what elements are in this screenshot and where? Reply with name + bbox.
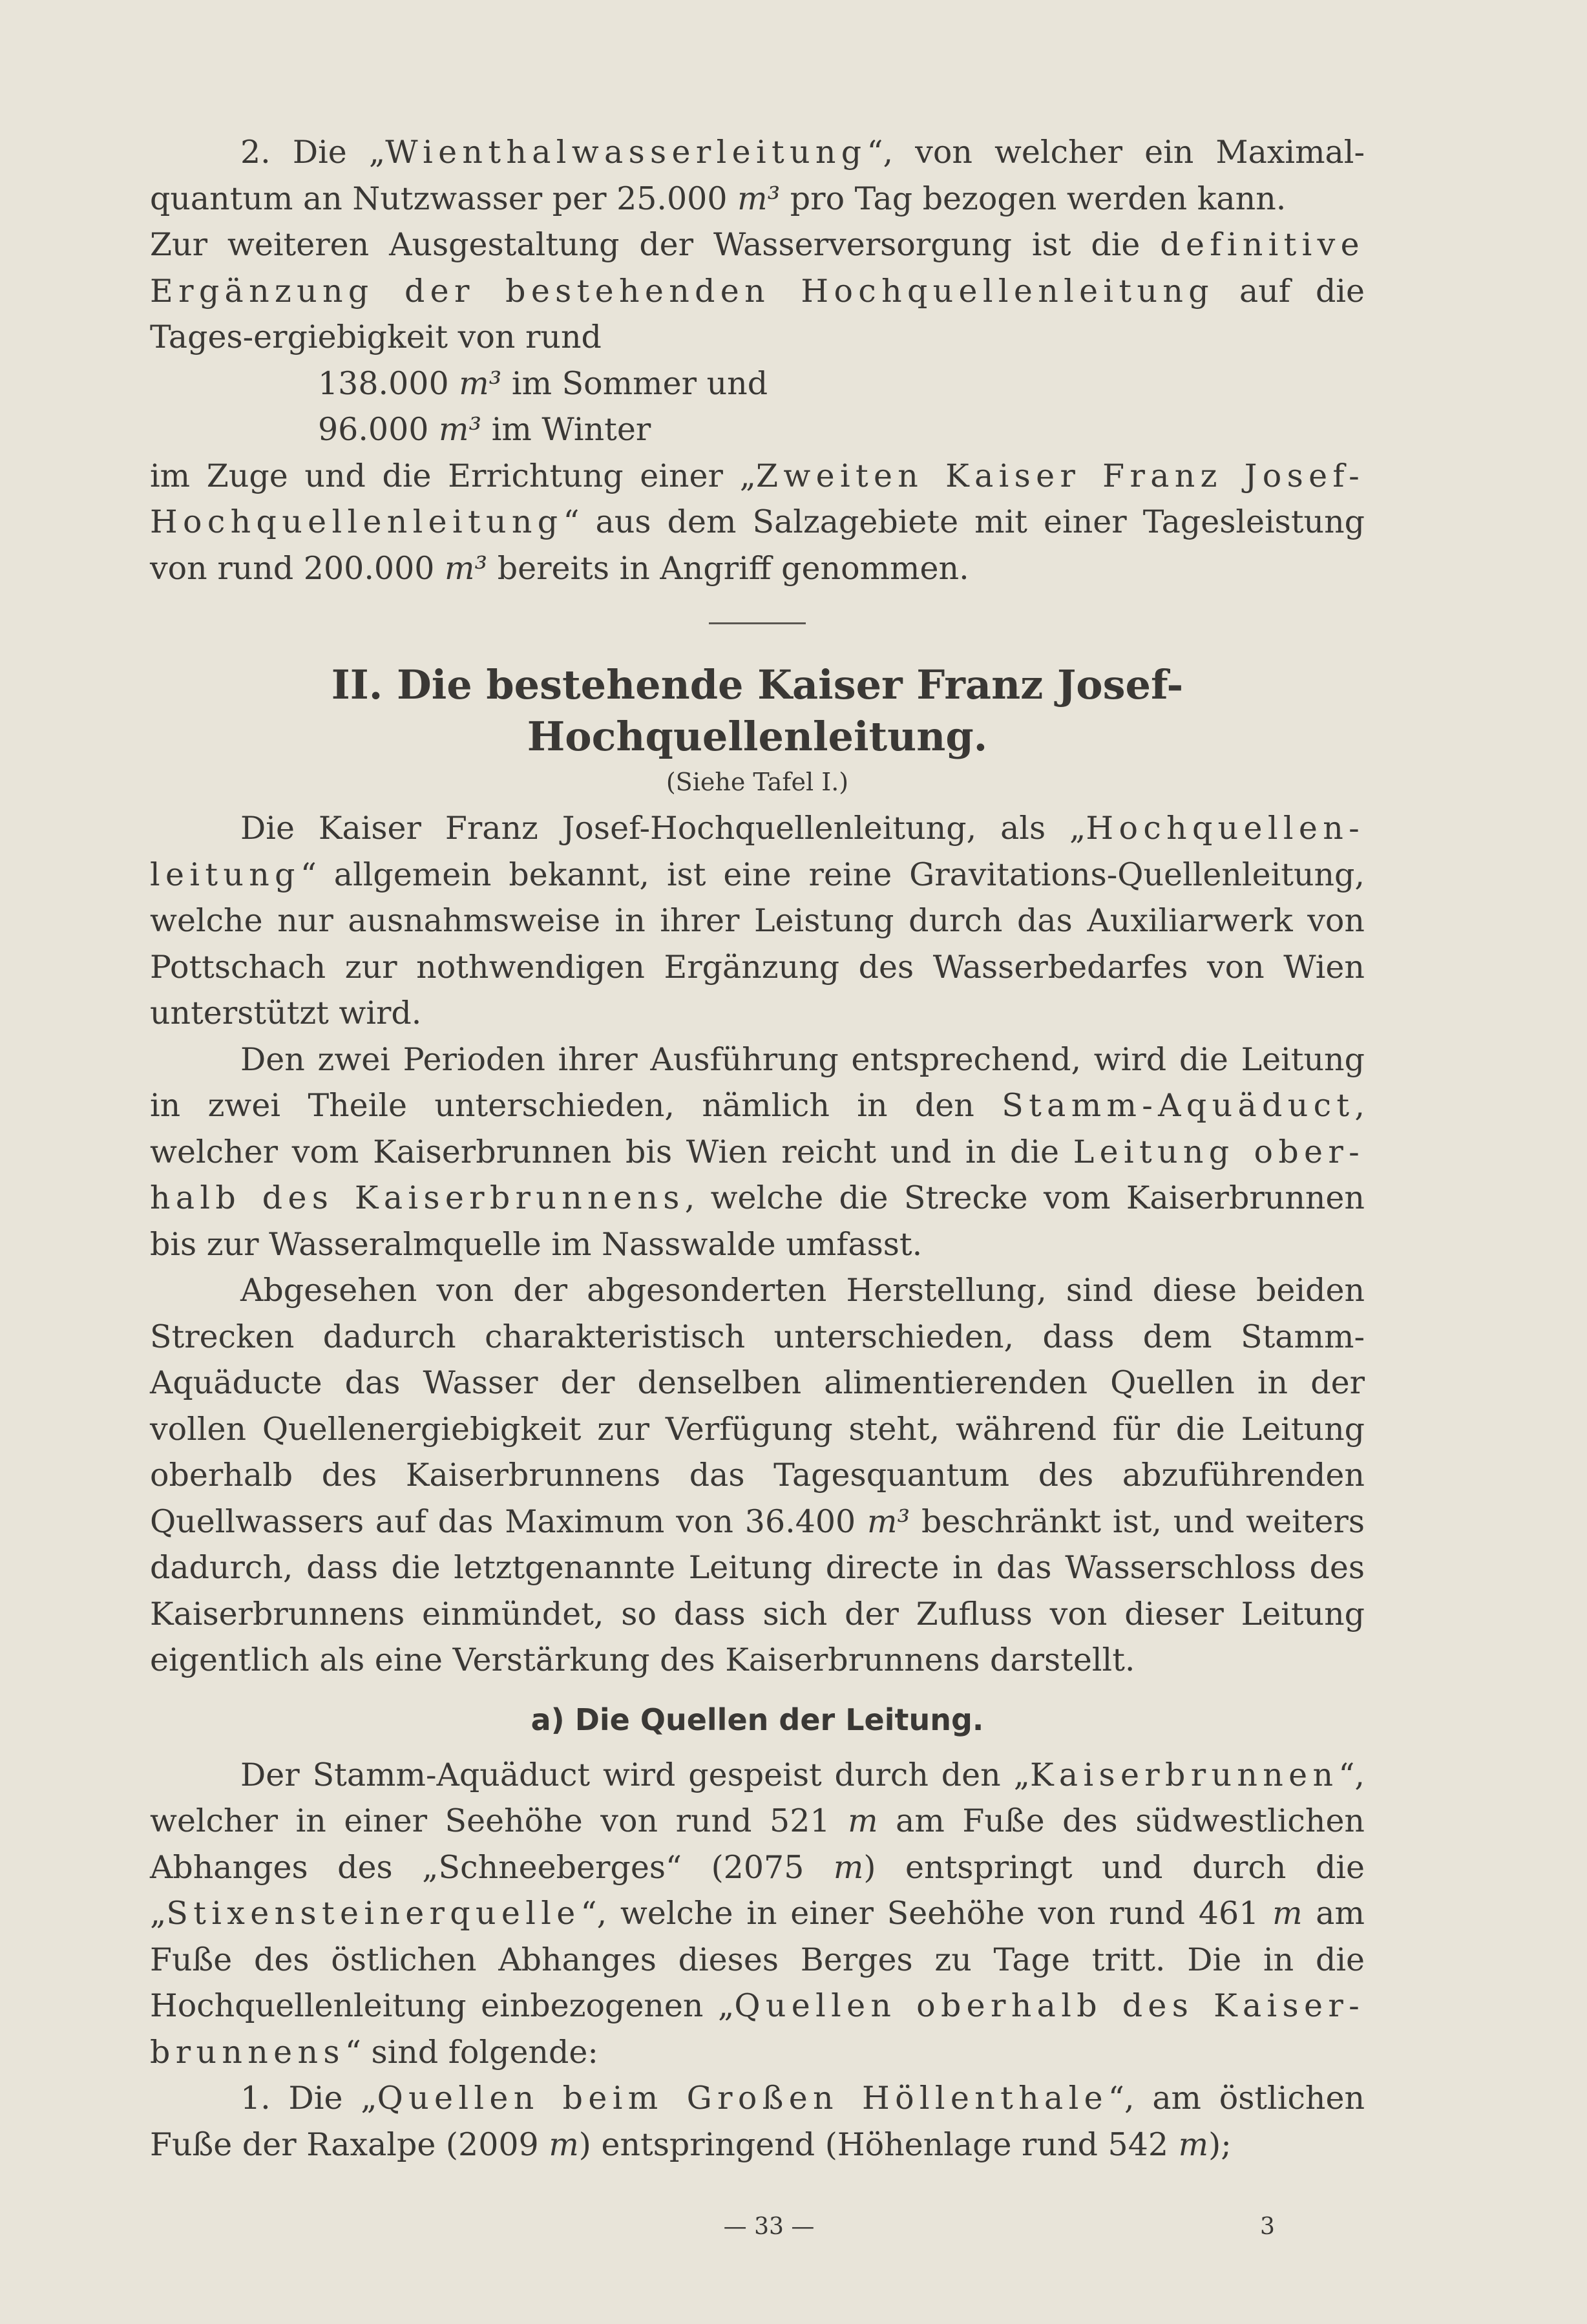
section-title: II. Die bestehende Kaiser Franz Josef-Hochquellenleitung. — [331, 661, 1184, 760]
section-paragraph-1: Die Kaiser Franz Josef-Hochquellenleitung, als „Hochquellen-leitung“ allgemein bekannt, ist eine reine Gravitations-Quellenleitung, welche nur ausnahmsweise in ihrer Leistung durch das Auxiliarwerk von Pottschach zur nothwendigen Ergänzung des Wasserbedarfes von Wien unterstützt wird. — [150, 810, 1365, 1031]
intro-paragraph-2: Zur weiteren Ausgestaltung der Wasserversorgung ist die definitive Ergänzung der bestehenden Hochquellenleitung auf die Tages-ergiebigkeit von rund — [150, 226, 1365, 355]
subsection-heading: a) Die Quellen der Leitung. — [531, 1702, 984, 1737]
intro-paragraph-3: im Zuge und die Errichtung einer „Zweiten Kaiser Franz Josef-Hochquellenleitung“ aus dem Salzagebiete mit einer Tagesleistung von rund 200.000 m³ bereits in Angriff genommen. — [150, 457, 1365, 587]
subsection-paragraph-2: 1. Die „Quellen beim Großen Höllenthale“, am östlichen Fuße der Raxalpe (2009 m) entspringend (Höhenlage rund 542 m); — [150, 2080, 1365, 2163]
intro-paragraph-1: 2. Die „Wienthalwasserleitung“, von welcher ein Maximal- quantum an Nutzwasser per 25.000 m³ pro Tag bezogen werden kann. — [150, 134, 1365, 217]
intro-summer-value: 138.000 m³ im Sommer und — [318, 364, 768, 402]
page-footer — [0, 2213, 1587, 2252]
section-divider — [709, 622, 806, 624]
subsection-paragraph-1: Der Stamm-Aquäduct wird gespeist durch den „Kaiserbrunnen“, welcher in einer Seehöhe von rund 521 m am Fuße des südwestlichen Abhanges des „Schneeberges“ (2075 m) entspringt und durch die „Stixensteinerquelle“, welche in einer Seehöhe von rund 461 m am Fuße des östlichen Abhanges dieses Berges zu Tage tritt. Die in die Hochquellenleitung einbezogenen „Quellen oberhalb des Kaiser-brunnens“ sind folgende: — [150, 1756, 1365, 2071]
intro-winter-value: 96.000 m³ im Winter — [318, 411, 651, 448]
section-paragraph-2: Den zwei Perioden ihrer Ausführung entsprechend, wird die Leitung in zwei Theile unterschieden, nämlich in den Stamm-Aquäduct, welcher vom Kaiserbrunnen bis Wien reicht und in die Leitung ober-halb des Kaiserbrunnens, welche die Strecke vom Kaiserbrunnen bis zur Wasseralmquelle im Nasswalde umfasst. — [150, 1041, 1365, 1263]
document-page — [150, 129, 1365, 2168]
section-subtitle: (Siehe Tafel I.) — [666, 768, 849, 796]
sheet-mark: 3 — [1260, 2213, 1275, 2240]
page-number: — 33 — — [723, 2213, 815, 2240]
section-paragraph-3: Abgesehen von der abgesonderten Herstellung, sind diese beiden Strecken dadurch charakteristisch unterschieden, dass dem Stamm-Aquäducte das Wasser der denselben alimentierenden Quellen in der vollen Quellenergiebigkeit zur Verfügung steht, während für die Leitung oberhalb des Kaiserbrunnens das Tagesquantum des abzuführenden Quellwassers auf das Maximum von 36.400 m³ beschränkt ist, und weiters dadurch, dass die letztgenannte Leitung directe in das Wasserschloss des Kaiserbrunnens einmündet, so dass sich der Zufluss von dieser Leitung eigentlich als eine Verstärkung des Kaiserbrunnens darstellt. — [150, 1272, 1365, 1678]
